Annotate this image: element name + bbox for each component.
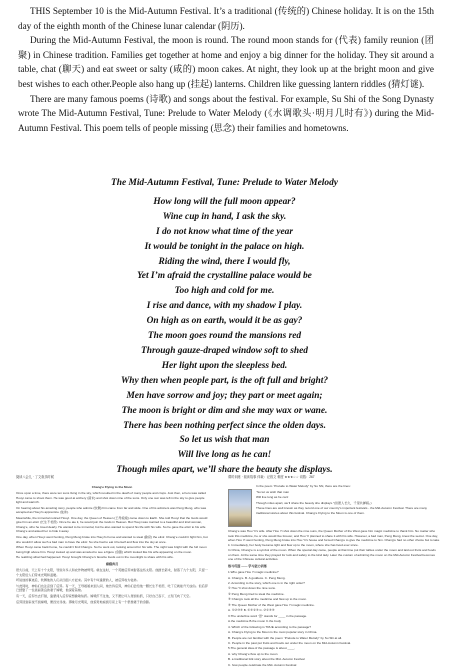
scanned-page-left xyxy=(16,475,208,604)
translation-paragraph: 后羿回到家找不到嫦娥，便四处寻找。那晚月光明亮，他惊奇地看到月亮上有一个很像妻子的身影。 xyxy=(16,599,153,604)
poem-line: Too high and cold for me. xyxy=(174,286,275,297)
poem-line: Will live long as he can! xyxy=(177,450,272,461)
passage-paragraph: Chang’e was Hou Yi’s wife. After Hou Yi shot down the nine suns, the Queen Mother of the West gave him magic medicine to thank him. No matter who took this medicine, he or she would live forever, and Hou Yi planned to share it with his wife. However, a bad man, Peng Meng, knew the secret. One day, when Hou Yi went hunting, Peng Meng broke into Hou Yi’s house and forced Chang’e to give the medicine to him. Chang’e had no other choice but to take it. Immediately, her body became light and flew up to the moon, where she has lived ever since. xyxy=(228,529,440,547)
question-line: 1.Who gave Hou Yi magic medicine? xyxy=(228,570,279,575)
story-paragraph: Meanwhile, the immortal noticed Houyi. One day, the Queen of Heaven (王母娘娘) came down to Earth. She told Houyi that the Gods would give him an elixir (长生不老药). Once he ate it, he would join the Gods in Heaven. But Houyi was married to a beautiful and kind woman, Chang’e, who he loved dearly. He wanted to be immortal, but he also wanted to spend his life with his wife. So he gave the elixir to his wife Chang’e and asked her to hide it away. xyxy=(16,515,208,534)
question-line: 3.The underline word “祭” stands for ____ in the passage. xyxy=(228,613,308,618)
poem-line: Through gauze-draped window soft to shed xyxy=(141,345,308,356)
question-line: ③ Chang’e took all the medicine and flew up to the moon. xyxy=(228,597,307,602)
question-line: ② Peng Meng tried to steal the medicine. xyxy=(228,591,285,596)
page-header: 课时训练 · 阅读故事 体裁：记叙文 难度 ★★★☆☆ 词数：267 xyxy=(228,475,315,479)
excerpt-line: Though miles apart, we’ll share the beauty she displays.”(但愿人长久，千里共婵娟。) xyxy=(256,500,372,505)
poem-line: The moon goes round the mansions red xyxy=(147,331,302,342)
question-line: A. why Chang’e flew up to the moon xyxy=(228,651,278,656)
intro-paragraph-3: There are many famous poems (诗歌) and songs about the festival. For example, Su Shi of the Song Dynasty wrote The Mid-Autumn Festival, Tune: Prelude to Water Melody (《水调歌头·明月几时有》) during the Mid-Autumn Festival. This poem tells of people missing (思念) their families and hometowns. xyxy=(18,93,434,133)
question-line: B. People are not familiar with the poem “Prelude to Water Melody” by Su Shi at all. xyxy=(228,635,343,640)
poem-title: The Mid-Autumn Festival, Tune: Prelude to Water Melody xyxy=(111,178,338,188)
story-paragraph: One day, when Houyi went hunting, Peng Meng broke into Houyi’s home and wanted to steal (偷窃) the elixir. Chang’e couldn’t fight him, but she wouldn’t allow such a bad man to have the elixir. So she had to eat it herself and flew into the sky at once. xyxy=(16,535,208,544)
question-line: A.the medicine B.the moon C.the body xyxy=(228,619,281,624)
poem-excerpt-block xyxy=(228,484,440,529)
moon-illustration xyxy=(228,489,252,527)
page-header: 阅读八会儿 · 了文欢乐时候 xyxy=(16,475,54,479)
excerpt-line: Will live long as he can! xyxy=(256,495,289,500)
question-line: ④ The Queen Mother of the West gave Hou Yi magic medicine. xyxy=(228,602,315,607)
scanned-page-right xyxy=(228,475,440,667)
poem-line: There has been nothing perfect since the olden days. xyxy=(123,420,326,431)
poem-line: Yet I’m afraid the crystalline palace would be xyxy=(137,271,312,282)
story-paragraph: When Houyi came back home, he couldn’t find Chang’e. So he went out, looking around for his wife. The night was bright with the full moon being high above him. Houyi looked up and was amazed to see a figure (身影) which looked like his wife appearing on the moon. xyxy=(16,545,207,554)
translation-paragraph: 与此同时，神仙们也注意到了后羿。有一天，王母娘娘来到人间，她告诉后羿，神仙们会给他一颗长生不老药，吃了它就能升天成仙。但后羿已经娶了一位美丽善良的妻子嫦娥，他深爱着她。 xyxy=(16,583,208,593)
poem-line: Men have sorrow and joy; they part or meet again; xyxy=(126,390,323,401)
question-line: B. a traditional folk story about the Mid- Autumn Festival xyxy=(228,657,305,662)
poem-line: It would be tonight in the palace on high. xyxy=(144,241,305,252)
poem-line: Wine cup in hand, I ask the sky. xyxy=(162,211,287,222)
excerpt-line: These lines are well known as they record one of our country’s important festivals - the Mid-Autumn Festival. There are many traditional stories about this festival. Chang’e Flying to the Moon is one of them. xyxy=(256,506,427,515)
poem-line: I do not know what time of the year xyxy=(156,226,293,237)
intro-paragraph-1: THIS September 10 is the Mid-Autumn Festival. It’s a traditional (传统的) Chinese holiday. It is on the 15th day of the eighth month of the Chinese lunar calendar (阴历). xyxy=(18,6,434,31)
translation-paragraph: 很久以前，天上有十个太阳，导致许多人和农作物被烤死。就在这时，一个英雄后羿来射落这些太阳。他擅长箭术，射落了九个太阳，只留一个太阳给人们带来光明和温暖。 xyxy=(16,568,208,577)
intro-paragraph-2: During the Mid-Autumn Festival, the moon is round. The round moon stands for (代表) family reunion (团聚) in Chinese tradition. Families get together at home and enjoy a big dinner for the holiday. They sit around a table, chat (聊天) and eat sweet or salty (咸的) moon cakes. At night, they look up at the bright moon and give best wishes to each other.People also hang up (挂起) lanterns. Children like guessing lantern riddles (猜灯谜). xyxy=(18,35,434,89)
story-paragraph: On hearing about his amazing story, people who admire (钦佩) him came from far and wide. One of his admirers was Peng Meng, who was accepted as Houyi’s apprentice (徒弟). xyxy=(16,505,207,515)
question-line: 5.The general idea of the passage is about ____. xyxy=(228,646,296,651)
story-paragraph: He realizing what had happened. Houyi brought Chang’e’s favorite foods out in the moonlight to share with his wife. xyxy=(16,555,174,560)
poem-line: Why then when people part, is the oft full and bright? xyxy=(120,375,329,386)
exercise-title: 练习巩固 —— 学习能力训练 xyxy=(228,563,267,568)
question-line: A. Chang’e. B. A goddess. C. Peng Meng. xyxy=(228,575,286,580)
translation-title: 嫦娥奔月 xyxy=(105,561,119,566)
question-list xyxy=(228,570,440,667)
question-line: C. People in the past put fruits and foods out under the moon on the Mid-Autumn Festival. xyxy=(228,640,351,645)
poem xyxy=(0,176,449,478)
excerpt-line: “So let us wish that man xyxy=(256,489,290,494)
translation-paragraph: 听说他的事迹后，钦佩他的人们从四面八方赶来。其中有个叫逢蒙的人，被后羿收为徒弟。 xyxy=(16,578,140,583)
poem-line: How long will the full moon appear? xyxy=(153,196,296,207)
story-paragraph: Once upon a time, there were ten suns living in the sky, which resulted in the death of many people and crops. Just then, a hero was called Houyi came to shoot them. He was good at archery (箭术) and shot down nine of the suns. Only one sun was left in the sky to give people light and warmth. xyxy=(16,491,206,505)
excerpt-line: In the poem “Prelude to Water Melody” by Su Shi, there are the lines: xyxy=(256,484,351,489)
translation-paragraph: 有一天，后羿出去打猎，逢蒙闯入后羿家想偷取仙药。嫦娥打不过他，又不愿让坏人得到仙药，只好自己吞下，立刻飞向了天空。 xyxy=(16,594,193,599)
passage-paragraph: In China, Chang’e is a symbol of the moon. When the special day came, people at that time put their tables under the moon and laid out fruits and foods on them. At the same time they prayed for luck and safety to the kind lady. Later the custom of admiring the moon on the Mid-Autumn Festival becomes one of the Chinese cultural activities. xyxy=(228,548,436,562)
poem-line: Though miles apart, we’ll share the beauty she displays. xyxy=(116,465,333,476)
question-line: A. ①②③④ B. ①④②③ C. ②①④③ xyxy=(228,608,275,613)
story-title: Chang’e Flying to the Moon xyxy=(91,484,133,489)
poem-excerpt xyxy=(256,484,440,529)
question-line: 2. According to the story, which one is in the right order? xyxy=(228,580,305,585)
poem-line: The moon is bright or dim and she may wax or wane. xyxy=(121,405,328,416)
poem-line: On high as on earth, would it be as gay? xyxy=(146,316,303,327)
intro-text xyxy=(18,4,434,135)
poem-line: So let us wish that man xyxy=(179,435,270,446)
poem-line: Her light upon the sleepless bed. xyxy=(161,360,288,371)
question-line: 4. Which of the following is TRUE according to the passage? xyxy=(228,624,312,629)
question-line: C. how people celebrate the Mid- Autumn Festival xyxy=(228,662,297,667)
poem-line: I rise and dance, with my shadow I play. xyxy=(146,301,303,312)
poem-line: Riding the wind, there I would fly, xyxy=(158,256,291,267)
question-line: A. Chang’e Flying to the Moon is the most popular story in China. xyxy=(228,630,318,635)
question-line: ① Hou Yi shot down the nine suns. xyxy=(228,586,276,591)
